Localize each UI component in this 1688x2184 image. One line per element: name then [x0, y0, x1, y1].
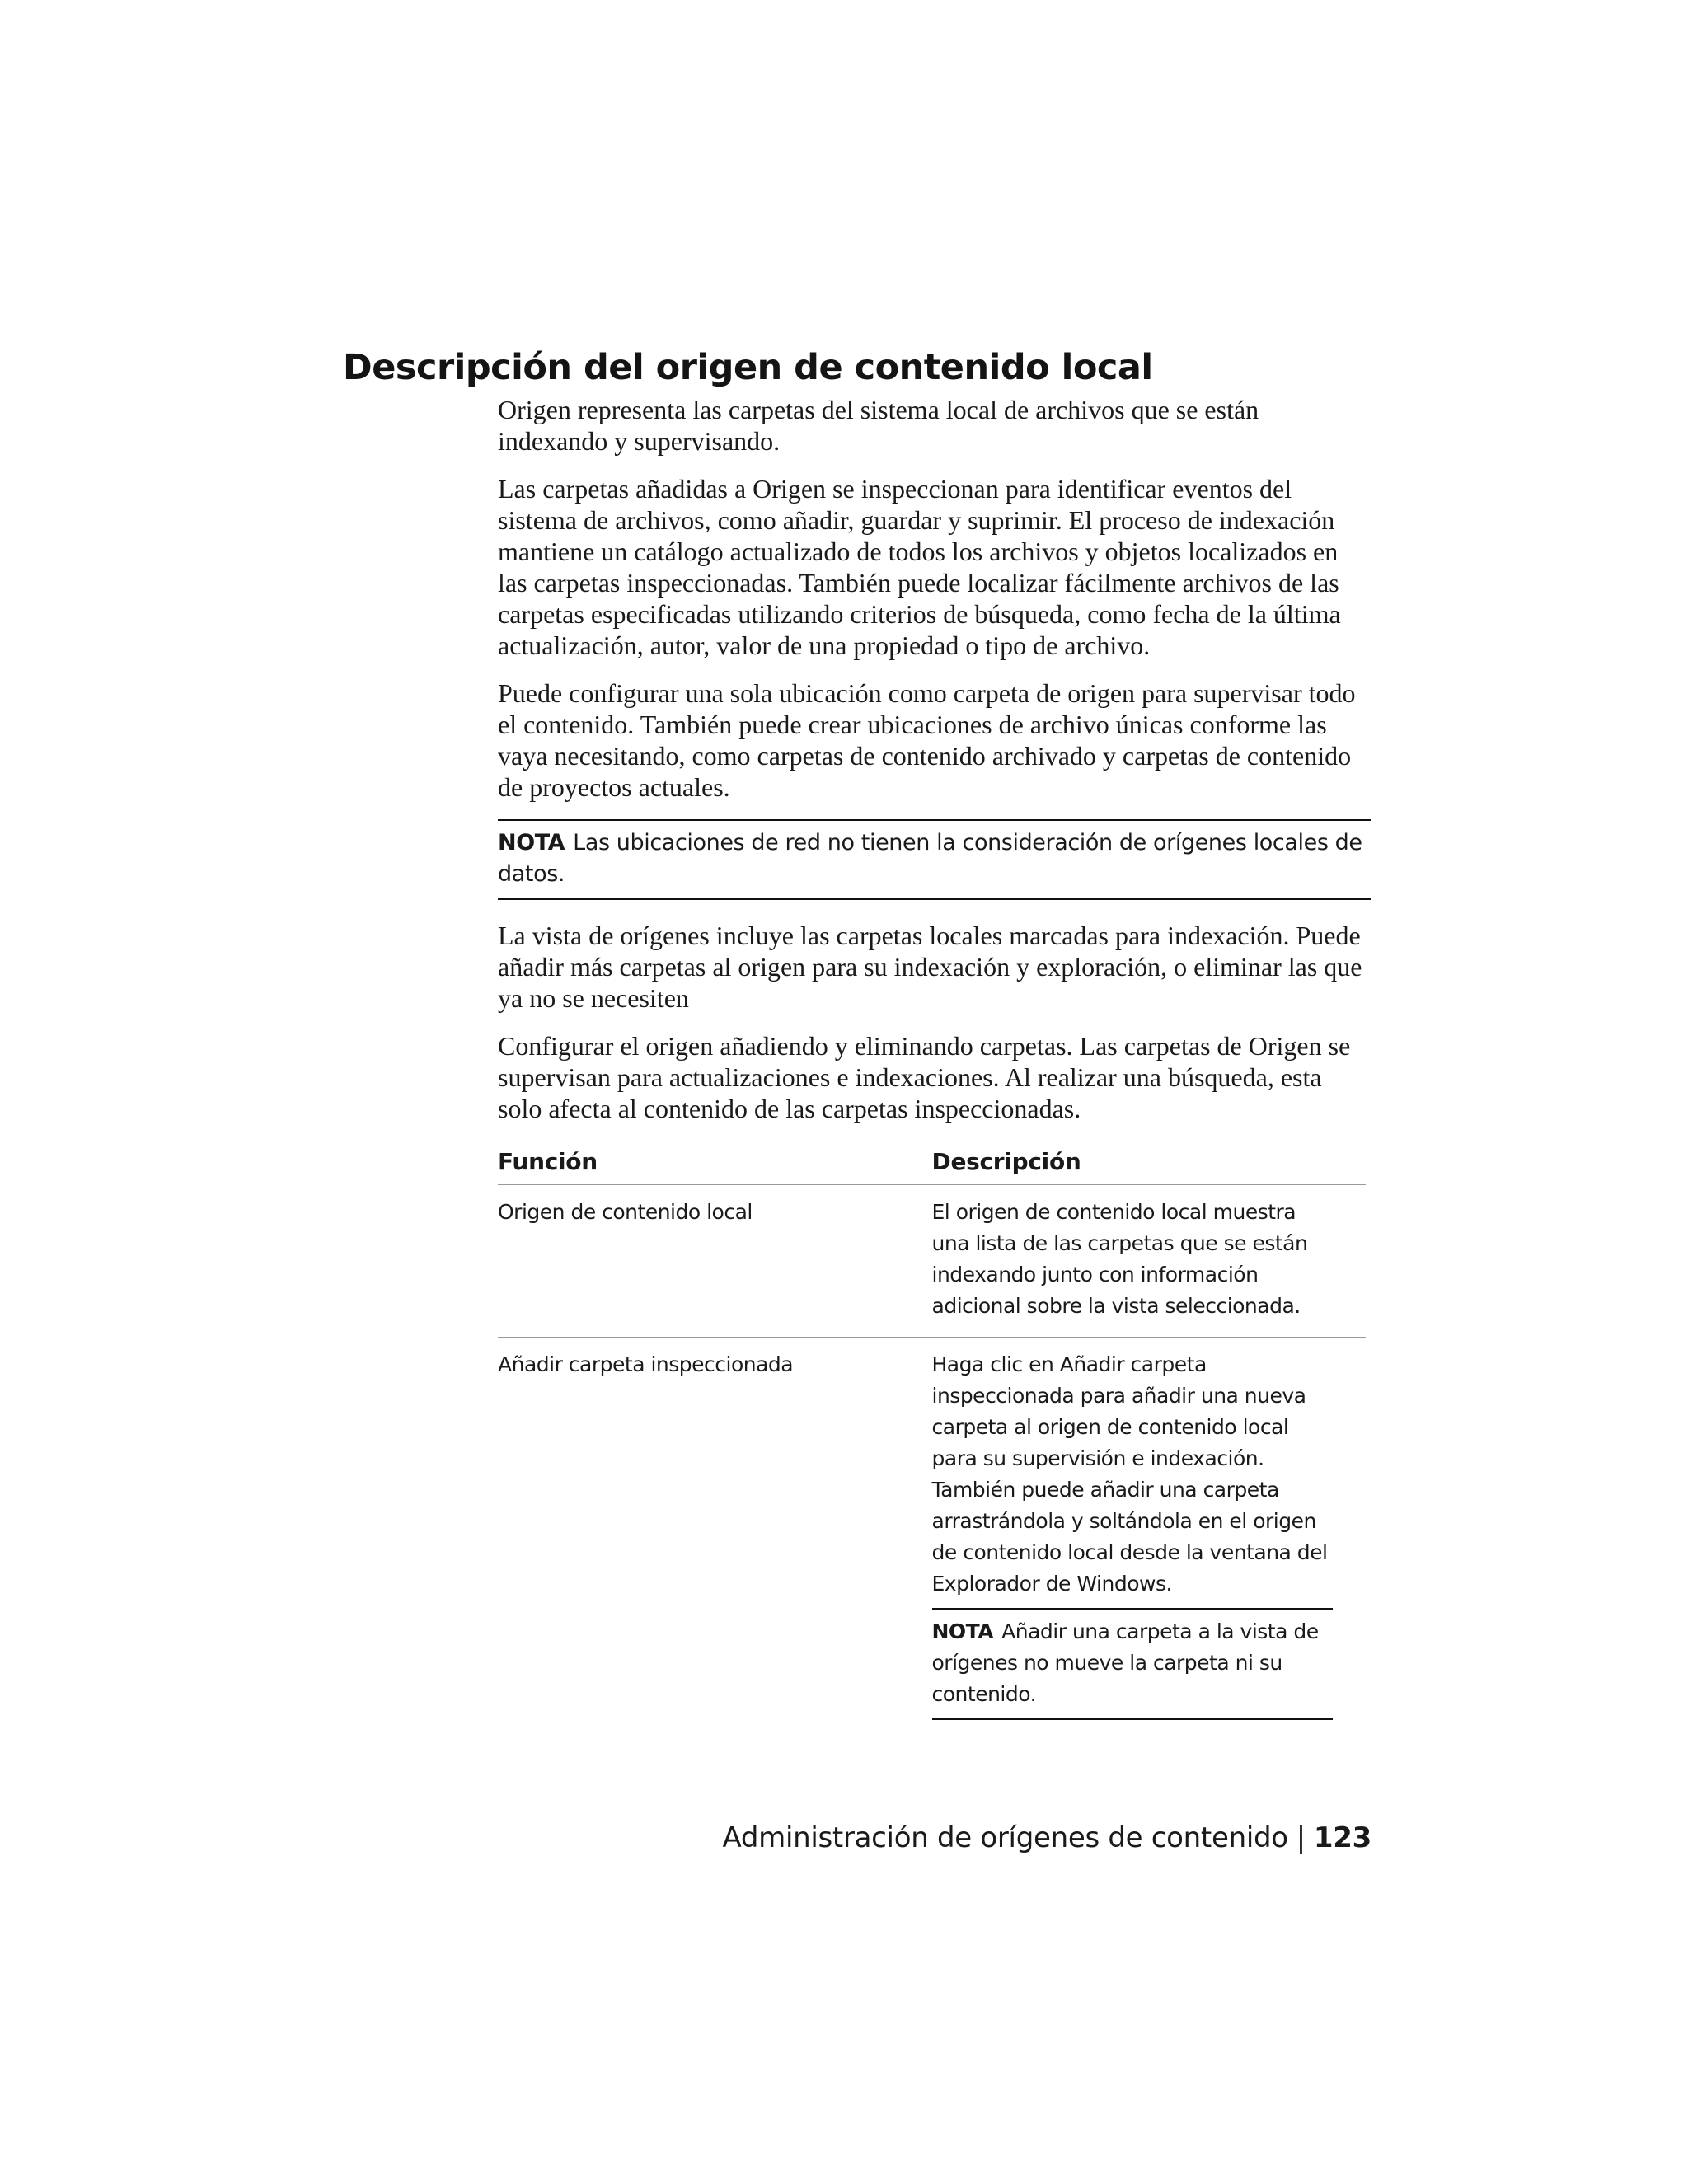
function-table: [498, 1141, 1366, 1735]
column-header-description: Descripción: [932, 1141, 1367, 1185]
footer-separator: |: [1296, 1821, 1306, 1854]
note-box: [498, 819, 1372, 900]
paragraph: La vista de orígenes incluye las carpetas locales marcadas para indexación. Puede añadir más carpetas al origen para su indexación y exploración, o eliminar las que ya no se necesiten: [498, 921, 1362, 1013]
function-cell: Añadir carpeta inspeccionada: [498, 1352, 794, 1376]
description-text: Haga clic en Añadir carpeta inspeccionada para añadir una nueva carpeta al origen de contenido local para su supervisión e indexación. También puede añadir una carpeta arrastrándola y soltándola en el origen de contenido local desde la ventana del Explorador de Windows.: [931, 1352, 1328, 1596]
note-label: NOTA: [931, 1619, 994, 1643]
description-cell: El origen de contenido local muestra una lista de las carpetas que se están indexando junto con información adicional sobre la vista seleccionada.: [932, 1185, 1367, 1338]
table-note-box: [932, 1608, 1333, 1720]
note-label: NOTA: [498, 830, 565, 855]
page-footer: [723, 1820, 1372, 1856]
paragraph: Configurar el origen añadiendo y eliminando carpetas. Las carpetas de Origen se supervisan para actualizaciones e indexaciones. Al realizar una búsqueda, esta solo afecta al contenido de las carpetas inspeccionadas.: [498, 1031, 1351, 1123]
description-cell: [932, 1338, 1367, 1736]
paragraph: Las carpetas añadidas a Origen se inspeccionan para identificar eventos del sistema de archivos, como añadir, guardar y suprimir. El proceso de indexación mantiene un catálogo actualizado de todos los archivos y objetos localizados en las carpetas inspeccionadas. También puede localizar fácilmente archivos de las carpetas especificadas utilizando criterios de búsqueda, como fecha de la última actualización, autor, valor de una propiedad o tipo de archivo.: [498, 474, 1341, 660]
paragraph: Origen representa las carpetas del sistema local de archivos que se están indexando y supervisando.: [498, 395, 1259, 456]
note-text: Añadir una carpeta a la vista de orígenes no mueve la carpeta ni su contenido.: [931, 1619, 1319, 1706]
body-content: [498, 394, 1372, 1735]
page-number: 123: [1313, 1821, 1372, 1854]
table-row: [498, 1338, 1366, 1736]
column-header-function: Función: [498, 1141, 932, 1185]
section-title: Descripción del origen de contenido local: [343, 347, 1153, 388]
paragraph: Puede configurar una sola ubicación como carpeta de origen para supervisar todo el contenido. También puede crear ubicaciones de archivo únicas conforme las vaya necesitando, como carpetas de contenido archivado y carpetas de contenido de proyectos actuales.: [498, 678, 1356, 802]
function-cell: Origen de contenido local: [498, 1185, 932, 1338]
note-text: Las ubicaciones de red no tienen la consideración de orígenes locales de datos.: [498, 830, 1362, 887]
table-header-row: [498, 1141, 1366, 1185]
footer-chapter-title: Administración de orígenes de contenido: [722, 1821, 1288, 1854]
table-row: [498, 1185, 1366, 1338]
